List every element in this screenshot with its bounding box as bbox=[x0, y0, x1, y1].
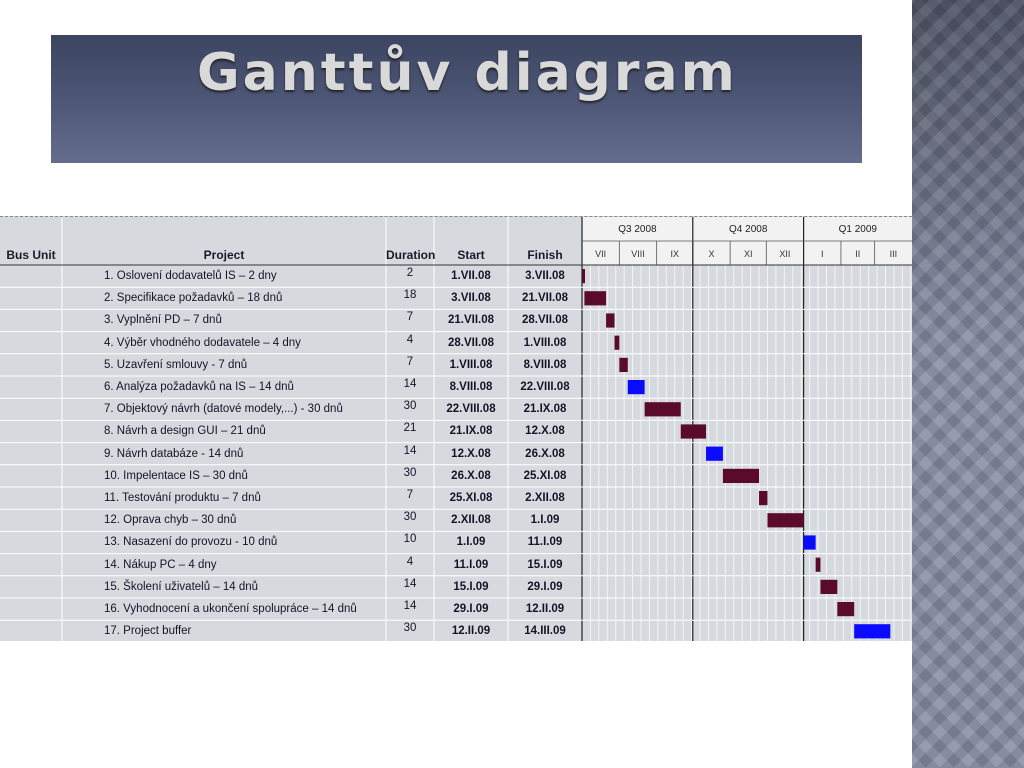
quarter-label: Q4 2008 bbox=[729, 224, 768, 235]
task-name: 10. Impelentace IS – 30 dnů bbox=[104, 469, 248, 482]
task-finish: 11.I.09 bbox=[527, 536, 563, 549]
task-name: 7. Objektový návrh (datové modely,...) - 30 dnů bbox=[104, 403, 343, 416]
task-start: 2.XII.08 bbox=[451, 514, 491, 527]
task-name: 2. Specifikace požadavků – 18 dnů bbox=[104, 292, 283, 305]
task-finish: 1.VIII.08 bbox=[523, 336, 567, 349]
task-name: 11. Testování produktu – 7 dnů bbox=[104, 492, 261, 504]
task-finish: 12.X.08 bbox=[525, 425, 565, 438]
task-bar bbox=[820, 580, 837, 594]
task-duration: 7 bbox=[406, 355, 414, 368]
month-label: I bbox=[821, 249, 824, 259]
header-project: Project bbox=[203, 248, 245, 262]
task-bar bbox=[582, 269, 585, 283]
task-bar bbox=[854, 624, 890, 638]
task-bar bbox=[767, 513, 803, 527]
task-duration: 30 bbox=[403, 622, 417, 635]
task-name: 1. Oslovení dodavatelů IS – 2 dny bbox=[104, 270, 277, 282]
task-start: 15.I.09 bbox=[453, 580, 489, 593]
task-duration: 30 bbox=[403, 511, 417, 524]
task-start: 29.I.09 bbox=[453, 603, 489, 615]
task-name: 15. Školení uživatelů – 14 dnů bbox=[104, 580, 259, 593]
task-duration: 14 bbox=[403, 444, 417, 457]
quarter-label: Q3 2008 bbox=[618, 224, 657, 235]
task-bar bbox=[759, 491, 767, 505]
task-start: 1.I.09 bbox=[456, 536, 486, 549]
task-finish: 2.XII.08 bbox=[525, 492, 565, 504]
month-label: III bbox=[889, 249, 898, 259]
task-finish: 21.VII.08 bbox=[521, 292, 569, 305]
gantt-chart bbox=[0, 216, 912, 641]
task-start: 28.VII.08 bbox=[447, 336, 495, 349]
task-name: 12. Oprava chyb – 30 dnů bbox=[104, 514, 237, 527]
title-banner bbox=[51, 35, 862, 163]
task-finish: 1.I.09 bbox=[530, 514, 560, 527]
task-name: 8. Návrh a design GUI – 21 dnů bbox=[104, 425, 266, 438]
task-duration: 4 bbox=[406, 555, 414, 568]
task-bar bbox=[615, 336, 620, 350]
header-duration: Duration bbox=[386, 248, 436, 262]
task-name: 9. Návrh databáze - 14 dnů bbox=[104, 447, 244, 460]
task-bar bbox=[706, 447, 723, 461]
task-bar bbox=[837, 602, 854, 616]
task-name: 14. Nákup PC – 4 dny bbox=[104, 558, 217, 571]
slide-title: Ganttův diagram bbox=[197, 43, 738, 103]
task-duration: 4 bbox=[406, 333, 414, 346]
task-start: 21.VII.08 bbox=[447, 314, 495, 327]
task-start: 26.X.08 bbox=[451, 469, 491, 482]
task-start: 1.VII.08 bbox=[451, 270, 491, 282]
task-finish: 15.I.09 bbox=[527, 558, 563, 571]
header-start: Start bbox=[457, 248, 485, 262]
task-bar bbox=[584, 291, 606, 305]
month-label: X bbox=[708, 249, 715, 259]
task-start: 11.I.09 bbox=[453, 558, 489, 571]
task-bar bbox=[619, 358, 627, 372]
task-start: 12.II.09 bbox=[451, 625, 491, 638]
task-finish: 14.III.09 bbox=[524, 625, 566, 638]
task-start: 8.VIII.08 bbox=[449, 381, 493, 393]
task-bar bbox=[628, 380, 645, 394]
task-duration: 30 bbox=[403, 466, 417, 479]
month-label: VIII bbox=[631, 249, 645, 259]
task-duration: 18 bbox=[403, 289, 417, 302]
task-finish: 12.II.09 bbox=[525, 603, 565, 615]
task-bar bbox=[816, 558, 821, 572]
task-name: 4. Výběr vhodného dodavatele – 4 dny bbox=[104, 336, 301, 349]
task-finish: 29.I.09 bbox=[527, 580, 563, 593]
month-label: IX bbox=[670, 249, 679, 259]
task-bar bbox=[723, 469, 759, 483]
task-finish: 28.VII.08 bbox=[521, 314, 569, 327]
task-duration: 30 bbox=[403, 400, 417, 413]
task-name: 3. Vyplnění PD – 7 dnů bbox=[104, 314, 222, 327]
task-duration: 7 bbox=[406, 311, 414, 324]
month-label: XII bbox=[779, 249, 791, 259]
task-duration: 14 bbox=[403, 378, 417, 390]
task-finish: 3.VII.08 bbox=[525, 270, 565, 282]
quarter-label: Q1 2009 bbox=[838, 224, 877, 235]
month-label: XI bbox=[743, 249, 753, 259]
task-duration: 14 bbox=[403, 577, 417, 590]
task-start: 12.X.08 bbox=[451, 447, 491, 460]
task-duration: 14 bbox=[403, 600, 417, 612]
header-finish: Finish bbox=[527, 248, 563, 262]
task-finish: 26.X.08 bbox=[525, 447, 565, 460]
task-name: 6. Analýza požadavků na IS – 14 dnů bbox=[104, 381, 294, 393]
task-finish: 8.VIII.08 bbox=[523, 358, 567, 371]
task-duration: 2 bbox=[406, 267, 414, 279]
task-bar bbox=[645, 402, 681, 416]
task-start: 3.VII.08 bbox=[451, 292, 491, 305]
task-finish: 21.IX.08 bbox=[523, 403, 567, 416]
task-duration: 21 bbox=[403, 422, 417, 435]
task-start: 1.VIII.08 bbox=[449, 358, 493, 371]
month-label: VII bbox=[595, 249, 607, 259]
task-start: 22.VIII.08 bbox=[446, 403, 496, 416]
task-finish: 22.VIII.08 bbox=[520, 381, 570, 393]
task-duration: 10 bbox=[403, 533, 417, 546]
task-bar bbox=[681, 424, 706, 438]
header-bus-unit: Bus Unit bbox=[6, 248, 56, 262]
month-label: II bbox=[855, 249, 861, 259]
task-start: 25.XI.08 bbox=[449, 492, 493, 504]
task-duration: 7 bbox=[406, 489, 414, 501]
task-bar bbox=[804, 535, 816, 549]
task-start: 21.IX.08 bbox=[449, 425, 493, 438]
task-bar bbox=[606, 313, 614, 327]
task-name: 16. Vyhodnocení a ukončení spolupráce – 14 dnů bbox=[104, 603, 357, 615]
task-name: 13. Nasazení do provozu - 10 dnů bbox=[104, 536, 278, 549]
task-name: 5. Uzavření smlouvy - 7 dnů bbox=[104, 358, 248, 371]
decorative-side-band bbox=[912, 0, 1024, 768]
task-name: 17. Project buffer bbox=[104, 625, 192, 638]
task-finish: 25.XI.08 bbox=[523, 469, 567, 482]
